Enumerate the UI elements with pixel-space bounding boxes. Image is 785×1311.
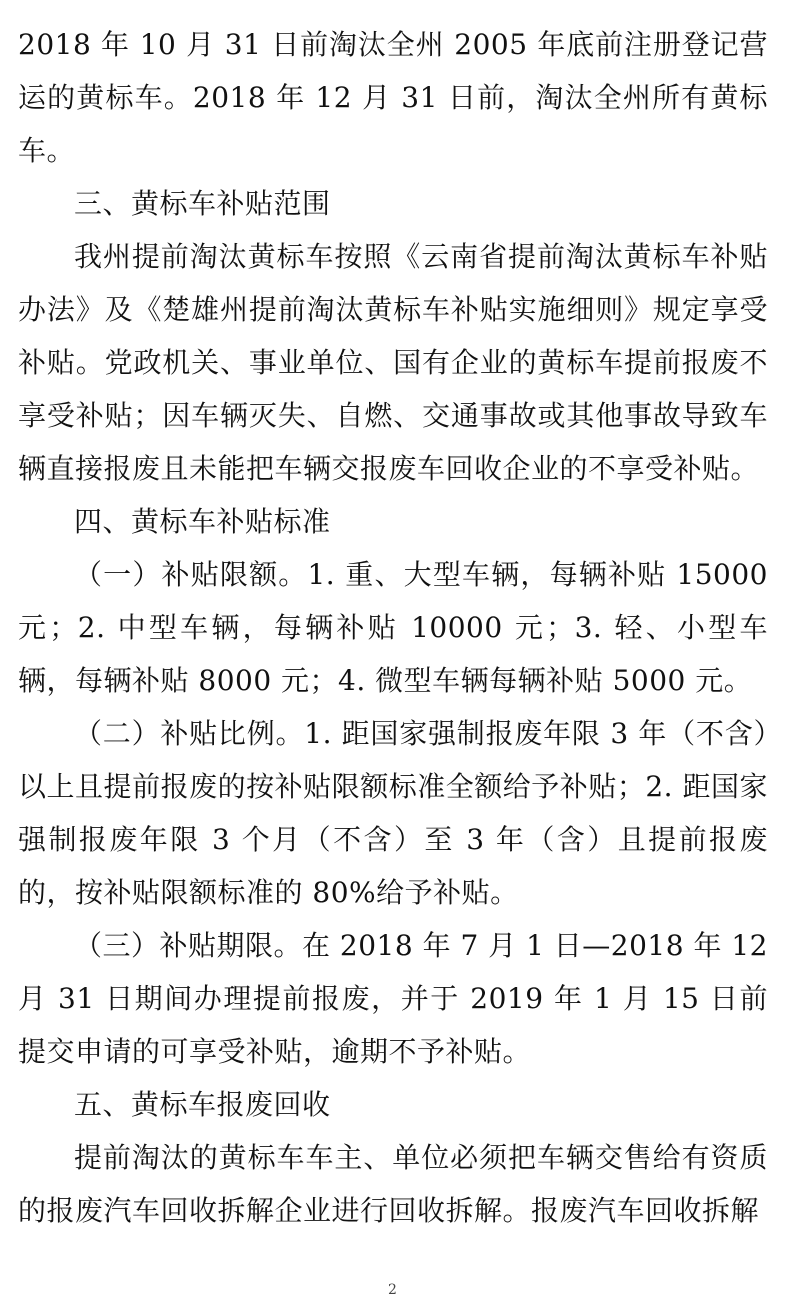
page-number: 2 — [388, 1282, 397, 1298]
paragraph-limit: （一）补贴限额。1. 重、大型车辆，每辆补贴 15000 元；2. 中型车辆，每辆补贴 10000 元；3. 轻、小型车辆，每辆补贴 8000 元；4. 微型车辆每辆补贴 5000 元。 — [18, 558, 768, 697]
paragraph-period: （三）补贴期限。在 2018 年 7 月 1 日—2018 年 12 月 31 日期间办理提前报废，并于 2019 年 1 月 15 日前提交申请的可享受补贴，逾期不予补贴。 — [18, 929, 768, 1068]
paragraph-continuation: 2018 年 10 月 31 日前淘汰全州 2005 年底前注册登记营运的黄标车。2018 年 12 月 31 日前，淘汰全州所有黄标车。 — [18, 28, 768, 167]
paragraph-ratio: （二）补贴比例。1. 距国家强制报废年限 3 年（不含）以上且提前报废的按补贴限额标准全额给予补贴；2. 距国家强制报废年限 3 个月（不含）至 3 年（含）且提前报废的，按补贴限额标准的 80%给予补贴。 — [18, 717, 768, 909]
section-heading-scope: 三、黄标车补贴范围 — [74, 187, 331, 220]
paragraph-scope: 我州提前淘汰黄标车按照《云南省提前淘汰黄标车补贴办法》及《楚雄州提前淘汰黄标车补贴实施细则》规定享受补贴。党政机关、事业单位、国有企业的黄标车提前报废不享受补贴；因车辆灭失、自燃、交通事故或其他事故导致车辆直接报废且未能把车辆交报废车回收企业的不享受补贴。 — [18, 240, 768, 485]
section-heading-recycling: 五、黄标车报废回收 — [74, 1088, 331, 1121]
paragraph-recycling: 提前淘汰的黄标车车主、单位必须把车辆交售给有资质的报废汽车回收拆解企业进行回收拆解。报废汽车回收拆解 — [18, 1141, 768, 1227]
section-heading-standard: 四、黄标车补贴标准 — [74, 505, 331, 538]
document-body — [18, 18, 768, 1237]
